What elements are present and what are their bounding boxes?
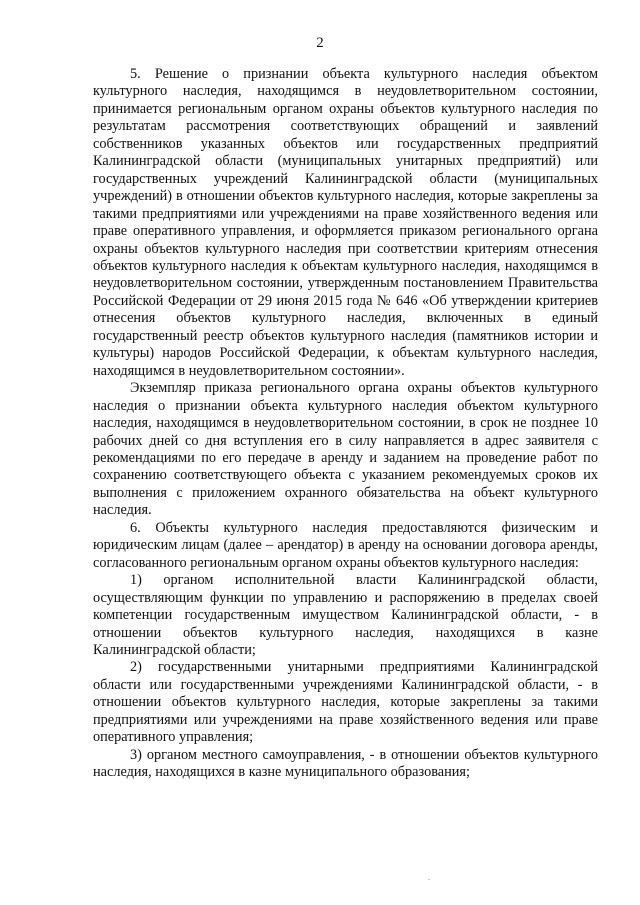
scan-speck: .: [428, 873, 430, 882]
paragraph-5: 5. Решение о признании объекта культурного наследия объектом культурного наследия, находящимся в неудовлетворительном состоянии, принимается региональным органом охраны объектов культурного наследия по результатам рассмотрения соответствующих обращений и заявлений собственников указанных объектов или государственных предприятий Калининградской области (муниципальных унитарных предприятий) или государственных учреждений Калининградской области (муниципальных учреждений) в отношении объектов культурного наследия, которые закреплены за такими предприятиями или учреждениями на праве хозяйственного ведения или праве оперативного управления, и оформляется приказом регионального органа охраны объектов культурного наследия при соответствии критериям отнесения объектов культурного наследия к объектам культурного наследия, находящимся в неудовлетворительном состоянии, утвержденным постановлением Правительства Российской Федерации от 29 июня 2015 года № 646 «Об утверждении критериев отнесения объектов культурного наследия, включенных в единый государственный реестр объектов культурного наследия (памятников истории и культуры) народов Российской Федерации, к объектам культурного наследия, находящимся в неудовлетворительном состоянии».: [93, 66, 598, 379]
list-item-1: 1) органом исполнительной власти Калининградской области, осуществляющим функции по управлению и распоряжению в пределах своей компетенции государственным имуществом Калининградской области, - в отношении объектов культурного наследия, находящихся в казне Калининградской области;: [93, 572, 598, 658]
paragraph-6: 6. Объекты культурного наследия предоставляются физическим и юридическим лицам (далее – арендатор) в аренду на основании договора аренды, согласованного региональным органом охраны объектов культурного наследия:: [93, 519, 598, 571]
page-number: 2: [316, 35, 324, 51]
list-item-2: 2) государственными унитарными предприятиями Калининградской области или государственными учреждениями Калининградской области, - в отношении объектов культурного наследия, которые закреплены за такими предприятиями или учреждениями на праве хозяйственного ведения или праве оперативного управления;: [93, 659, 598, 746]
document-body: [93, 66, 598, 782]
paragraph-copy-of-order: Экземпляр приказа регионального органа охраны объектов культурного наследия о признании объекта культурного наследия объектом культурного наследия, находящимся в неудовлетворительном состоянии, в срок не позднее 10 рабочих дней со дня вступления его в силу направляется в адрес заявителя с рекомендациями по его передаче в аренду и заданием на проведение работ по сохранению соответствующего объекта с указанием рекомендуемых сроков их выполнения с приложением охранного обязательства на объект культурного наследия.: [93, 380, 598, 519]
list-item-3: 3) органом местного самоуправления, - в отношении объектов культурного наследия, находящихся в казне муниципального образования;: [93, 746, 598, 781]
